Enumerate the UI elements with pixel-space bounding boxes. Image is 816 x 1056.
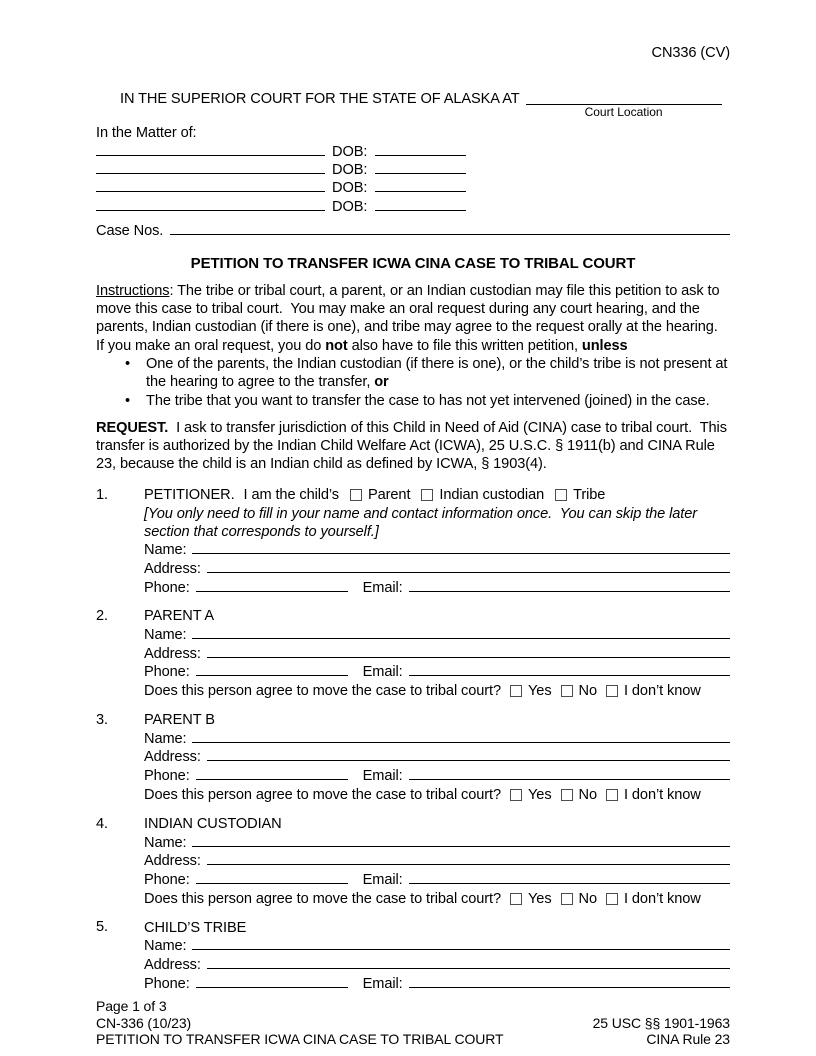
childs-tribe-name-input[interactable] xyxy=(192,937,730,950)
indian-custodian-address-row xyxy=(144,852,730,871)
rule-reference: CINA Rule 23 xyxy=(646,1031,730,1048)
dob-input-3[interactable] xyxy=(375,179,466,192)
instructions-label: Instructions xyxy=(96,282,170,299)
form-code: CN336 (CV) xyxy=(651,45,730,61)
childs-tribe-phone-email-row xyxy=(144,975,730,994)
section-3-number: 3. xyxy=(96,711,108,728)
section-2-number: 2. xyxy=(96,608,108,625)
childs-tribe-address-input[interactable] xyxy=(207,956,730,969)
parent-b-email-input[interactable] xyxy=(409,767,730,780)
case-numbers-input[interactable] xyxy=(170,222,730,235)
email-label: Email: xyxy=(362,768,403,785)
instructions-text-2: also have to file this written petition, xyxy=(347,337,582,354)
parent-b-agree-unknown-checkbox[interactable] xyxy=(606,789,618,801)
agree-yes-label: Yes xyxy=(528,683,552,700)
court-line-text: IN THE SUPERIOR COURT FOR THE STATE OF ALASKA AT xyxy=(120,91,520,108)
footer-row-2 xyxy=(96,1015,730,1032)
childs-tribe-email-input[interactable] xyxy=(409,975,730,988)
child-name-input-4[interactable] xyxy=(96,198,325,211)
petitioner-phone-email-row xyxy=(144,579,730,598)
dob-input-1[interactable] xyxy=(375,143,466,156)
indian-custodian-phone-email-row xyxy=(144,871,730,890)
parent-a-agree-no-option xyxy=(561,682,597,700)
instructions-bold-not: not xyxy=(325,337,348,354)
petitioner-address-input[interactable] xyxy=(207,560,730,573)
section-parent-b xyxy=(96,711,730,805)
section-5-heading-row xyxy=(144,918,730,937)
child-name-input-1[interactable] xyxy=(96,143,325,156)
agree-unknown-label: I don’t know xyxy=(624,890,701,907)
child-row-4 xyxy=(96,198,730,216)
child-name-input-2[interactable] xyxy=(96,161,325,174)
section-2-heading: PARENT A xyxy=(144,608,215,625)
case-nos-label: Case Nos. xyxy=(96,223,164,240)
dob-input-4[interactable] xyxy=(375,198,466,211)
request-label: REQUEST. xyxy=(96,419,169,436)
parent-a-email-input[interactable] xyxy=(409,663,730,676)
name-label: Name: xyxy=(144,542,187,559)
indian-custodian-address-input[interactable] xyxy=(207,852,730,865)
indian-custodian-agree-no-option xyxy=(561,890,597,908)
dob-label-2: DOB: xyxy=(332,161,368,178)
parent-a-address-input[interactable] xyxy=(207,645,730,658)
agree-yes-label: Yes xyxy=(528,787,552,803)
name-label: Name: xyxy=(144,730,187,747)
parent-b-agree-no-checkbox[interactable] xyxy=(561,789,573,801)
section-2-heading-row xyxy=(144,607,730,626)
child-row-1 xyxy=(96,143,730,161)
parent-a-agree-yes-checkbox[interactable] xyxy=(510,685,522,697)
in-the-matter-of-label: In the Matter of: xyxy=(96,125,197,142)
address-label: Address: xyxy=(144,853,201,870)
parent-a-agree-no-checkbox[interactable] xyxy=(561,685,573,697)
petitioner-tribe-option xyxy=(555,486,605,504)
section-indian-custodian xyxy=(96,815,730,909)
footer-row-1 xyxy=(96,998,730,1015)
parent-b-name-row xyxy=(144,730,730,749)
child-row-2 xyxy=(96,161,730,179)
petitioner-indian-custodian-option xyxy=(421,486,544,504)
child-name-input-3[interactable] xyxy=(96,179,325,192)
agree-no-label: No xyxy=(578,787,597,803)
parent-a-agree-unknown-checkbox[interactable] xyxy=(606,685,618,697)
section-4-number: 4. xyxy=(96,815,108,832)
instructions-bold-unless: unless xyxy=(581,337,628,354)
bullet-2-text: The tribe that you want to transfer the case to has not yet intervened (joined) in the case. xyxy=(146,392,710,409)
dob-label-4: DOB: xyxy=(332,198,368,215)
petitioner-name-input[interactable] xyxy=(192,541,730,554)
section-childs-tribe xyxy=(96,918,730,993)
bullet-item-2 xyxy=(96,392,730,410)
parent-a-agree-unknown-option xyxy=(606,682,701,700)
instructions-paragraph xyxy=(96,282,730,355)
section-4-heading-row xyxy=(144,815,730,834)
petitioner-tribe-label: Tribe xyxy=(573,487,606,504)
agree-question: Does this person agree to move the case to tribal court? xyxy=(144,787,502,803)
address-label: Address: xyxy=(144,560,201,577)
agree-no-label: No xyxy=(578,890,597,907)
petitioner-note: [You only need to fill in your name and contact information once. You can skip the later section that corresponds to yourself.] xyxy=(144,505,702,541)
petitioner-name-row xyxy=(144,541,730,560)
parent-b-agree-yes-option xyxy=(510,786,552,804)
court-heading xyxy=(120,90,730,120)
parent-b-agree-yes-checkbox[interactable] xyxy=(510,789,522,801)
address-label: Address: xyxy=(144,749,201,766)
case-numbers-row xyxy=(96,222,730,240)
agree-question: Does this person agree to move the case to tribal court? xyxy=(144,890,502,907)
indian-custodian-email-input[interactable] xyxy=(409,871,730,884)
parent-b-agree-unknown-option xyxy=(606,786,701,804)
indian-custodian-agree-yes-option xyxy=(510,890,552,908)
parent-b-phone-email-row xyxy=(144,767,730,786)
name-label: Name: xyxy=(144,627,187,644)
petitioner-parent-checkbox[interactable] xyxy=(350,489,362,501)
bullet-1-bold-or: or xyxy=(374,374,389,391)
court-location-input[interactable] xyxy=(526,90,722,105)
section-petitioner xyxy=(96,486,730,597)
agree-no-label: No xyxy=(578,683,597,700)
address-label: Address: xyxy=(144,645,201,662)
petitioner-tribe-checkbox[interactable] xyxy=(555,489,567,501)
petitioner-indian-custodian-checkbox[interactable] xyxy=(421,489,433,501)
petitioner-indian-custodian-label: Indian custodian xyxy=(439,487,545,504)
petitioner-intro-text: I am the child’s xyxy=(243,487,339,504)
phone-label: Phone: xyxy=(144,664,190,681)
instructions-text-1: : The tribe or tribal court, a parent, or an Indian custodian may file this petition to ask to move this case to tribal court. You may make an oral request during any court hearing, and the parents, Indian custodian (if there is one), and tribe may agree to the request orally at the hearing. If you make an oral request, you do xyxy=(96,282,726,354)
childs-tribe-address-row xyxy=(144,956,730,975)
section-5-heading: CHILD’S TRIBE xyxy=(144,919,247,936)
childs-tribe-name-row xyxy=(144,937,730,956)
email-label: Email: xyxy=(362,975,403,992)
indian-custodian-agree-row xyxy=(144,889,730,908)
section-1-heading-row xyxy=(144,486,730,505)
dob-label-1: DOB: xyxy=(332,143,368,160)
section-5-number: 5. xyxy=(96,919,108,936)
footer-form-title: PETITION TO TRANSFER ICWA CINA CASE TO TRIBAL COURT xyxy=(96,1031,504,1048)
indian-custodian-agree-yes-checkbox[interactable] xyxy=(510,893,522,905)
parent-b-name-input[interactable] xyxy=(192,730,730,743)
email-label: Email: xyxy=(362,871,403,888)
petitioner-address-row xyxy=(144,560,730,579)
petitioner-parent-option xyxy=(350,486,410,504)
request-text: I ask to transfer jurisdiction of this Child in Need of Aid (CINA) case to tribal court. This transfer is authorized by the Indian Child Welfare Act (ICWA), 25 U.S.C. § 1911(b) and CINA Rule 23, because the child is an Indian child as defined by ICWA, § 1903(4). xyxy=(96,419,731,473)
court-location-caption: Court Location xyxy=(584,105,663,120)
section-3-heading: PARENT B xyxy=(144,712,215,729)
parent-b-phone-input[interactable] xyxy=(196,767,348,780)
indian-custodian-agree-unknown-checkbox[interactable] xyxy=(606,893,618,905)
email-label: Email: xyxy=(362,579,403,596)
parent-b-address-row xyxy=(144,748,730,767)
indian-custodian-phone-input[interactable] xyxy=(196,871,348,884)
page-number: Page 1 of 3 xyxy=(96,998,167,1015)
statute-reference: 25 USC §§ 1901-1963 xyxy=(592,1014,730,1031)
parent-a-agree-row xyxy=(144,682,730,701)
dob-label-3: DOB: xyxy=(332,180,368,197)
agree-unknown-label: I don’t know xyxy=(624,787,701,803)
address-label: Address: xyxy=(144,957,201,974)
indian-custodian-agree-unknown-option xyxy=(606,890,701,908)
indian-custodian-agree-no-checkbox[interactable] xyxy=(561,893,573,905)
section-parent-a xyxy=(96,607,730,701)
agree-yes-label: Yes xyxy=(528,890,552,907)
indian-custodian-name-row xyxy=(144,834,730,853)
dob-input-2[interactable] xyxy=(375,161,466,174)
section-1-heading: PETITIONER. xyxy=(144,487,235,504)
page-title: PETITION TO TRANSFER ICWA CINA CASE TO TRIBAL COURT xyxy=(190,255,636,273)
name-label: Name: xyxy=(144,938,187,955)
page-footer xyxy=(96,998,730,1048)
phone-label: Phone: xyxy=(144,871,190,888)
childs-tribe-phone-input[interactable] xyxy=(196,975,348,988)
bullet-item-1 xyxy=(96,355,730,392)
parent-a-address-row xyxy=(144,645,730,664)
parent-a-phone-input[interactable] xyxy=(196,663,348,676)
parent-a-phone-email-row xyxy=(144,663,730,682)
phone-label: Phone: xyxy=(144,975,190,992)
parent-a-name-row xyxy=(144,626,730,645)
parent-a-name-input[interactable] xyxy=(192,626,730,639)
bullet-1-text: One of the parents, the Indian custodian (if there is one), or the child’s tribe is not present at the hearing to agree to the transfer, xyxy=(146,355,732,391)
footer-row-3 xyxy=(96,1031,730,1048)
phone-label: Phone: xyxy=(144,768,190,785)
petitioner-phone-input[interactable] xyxy=(196,579,348,592)
section-3-heading-row xyxy=(144,711,730,730)
request-paragraph xyxy=(96,419,730,474)
agree-question: Does this person agree to move the case to tribal court? xyxy=(144,683,502,700)
name-label: Name: xyxy=(144,834,187,851)
indian-custodian-name-input[interactable] xyxy=(192,834,730,847)
section-1-number: 1. xyxy=(96,486,108,503)
section-4-heading: INDIAN CUSTODIAN xyxy=(144,816,282,832)
form-number: CN-336 (10/23) xyxy=(96,1014,192,1031)
petitioner-parent-label: Parent xyxy=(368,487,411,504)
parent-b-agree-no-option xyxy=(561,786,597,804)
parent-b-agree-row xyxy=(144,786,730,805)
phone-label: Phone: xyxy=(144,579,190,596)
email-label: Email: xyxy=(362,664,403,681)
parent-b-address-input[interactable] xyxy=(207,748,730,761)
agree-unknown-label: I don’t know xyxy=(624,683,701,700)
petitioner-email-input[interactable] xyxy=(409,579,730,592)
child-row-3 xyxy=(96,179,730,197)
parent-a-agree-yes-option xyxy=(510,682,552,700)
